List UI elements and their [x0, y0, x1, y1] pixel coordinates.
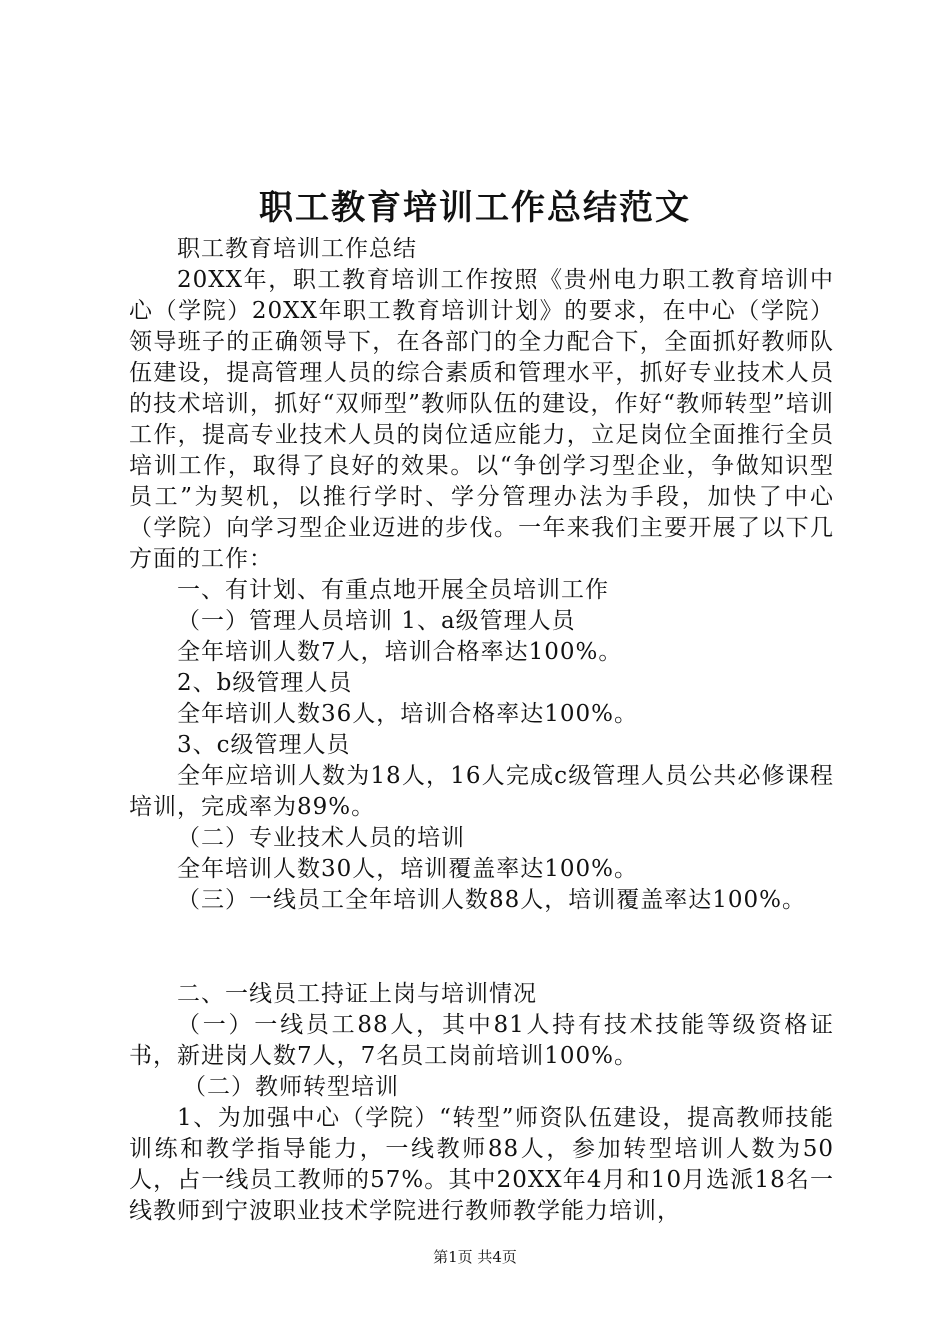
page-footer: 第1页 共4页 [433, 1248, 517, 1266]
paragraph-spacer [129, 932, 834, 963]
paragraph: 20XX年，职工教育培训工作按照《贵州电力职工教育培训中心（学院）20XX年职工教育培训计划》的要求，在中心（学院）领导班子的正确领导下，在各部门的全力配合下，全面抓好教师队伍建设，提高管理人员的综合素质和管理水平，抓好专业技术人员的技术培训，抓好“双师型”教师队伍的建设，作好“教师转型”培训工作，提高专业技术人员的岗位适应能力，立足岗位全面推行全员培训工作，取得了良好的效果。以“争创学习型企业，争做知识型员工”为契机，以推行学时、学分管理办法为手段，加快了中心（学院）向学习型企业迈进的步伐。一年来我们主要开展了以下几方面的工作： [129, 267, 834, 572]
paragraph: （二）教师转型培训 [183, 1074, 399, 1100]
paragraph: 3、c级管理人员 [177, 732, 351, 758]
paragraph: （二）专业技术人员的培训 [177, 825, 465, 851]
document-title: 职工教育培训工作总结范文 [259, 188, 691, 228]
paragraph: （一）管理人员培训 1、a级管理人员 [177, 608, 576, 634]
paragraph: 二、一线员工持证上岗与培训情况 [177, 981, 537, 1007]
paragraph: 职工教育培训工作总结 [177, 236, 417, 262]
paragraph: （一）一线员工88人，其中81人持有技术技能等级资格证书，新进岗人数7人，7名员工岗前培训100%。 [129, 1012, 834, 1069]
paragraph: 全年培训人数36人，培训合格率达100%。 [177, 701, 639, 727]
paragraph: （三）一线员工全年培训人数88人，培训覆盖率达100%。 [177, 887, 807, 913]
paragraph: 一、有计划、有重点地开展全员培训工作 [177, 577, 609, 603]
paragraph: 2、b级管理人员 [177, 670, 353, 696]
paragraph: 全年应培训人数为18人，16人完成c级管理人员公共必修课程培训，完成率为89%。 [129, 763, 834, 820]
paragraph: 1、为加强中心（学院）“转型”师资队伍建设，提高教师技能训练和教学指导能力，一线教师88人，参加转型培训人数为50人，占一线员工教师的57%。其中20XX年4月和10月选派18名一线教师到宁波职业技术学院进行教师教学能力培训， [129, 1105, 834, 1224]
document-body [129, 234, 834, 1227]
paragraph: 全年培训人数30人，培训覆盖率达100%。 [177, 856, 639, 882]
paragraph: 全年培训人数7人，培训合格率达100%。 [177, 639, 623, 665]
